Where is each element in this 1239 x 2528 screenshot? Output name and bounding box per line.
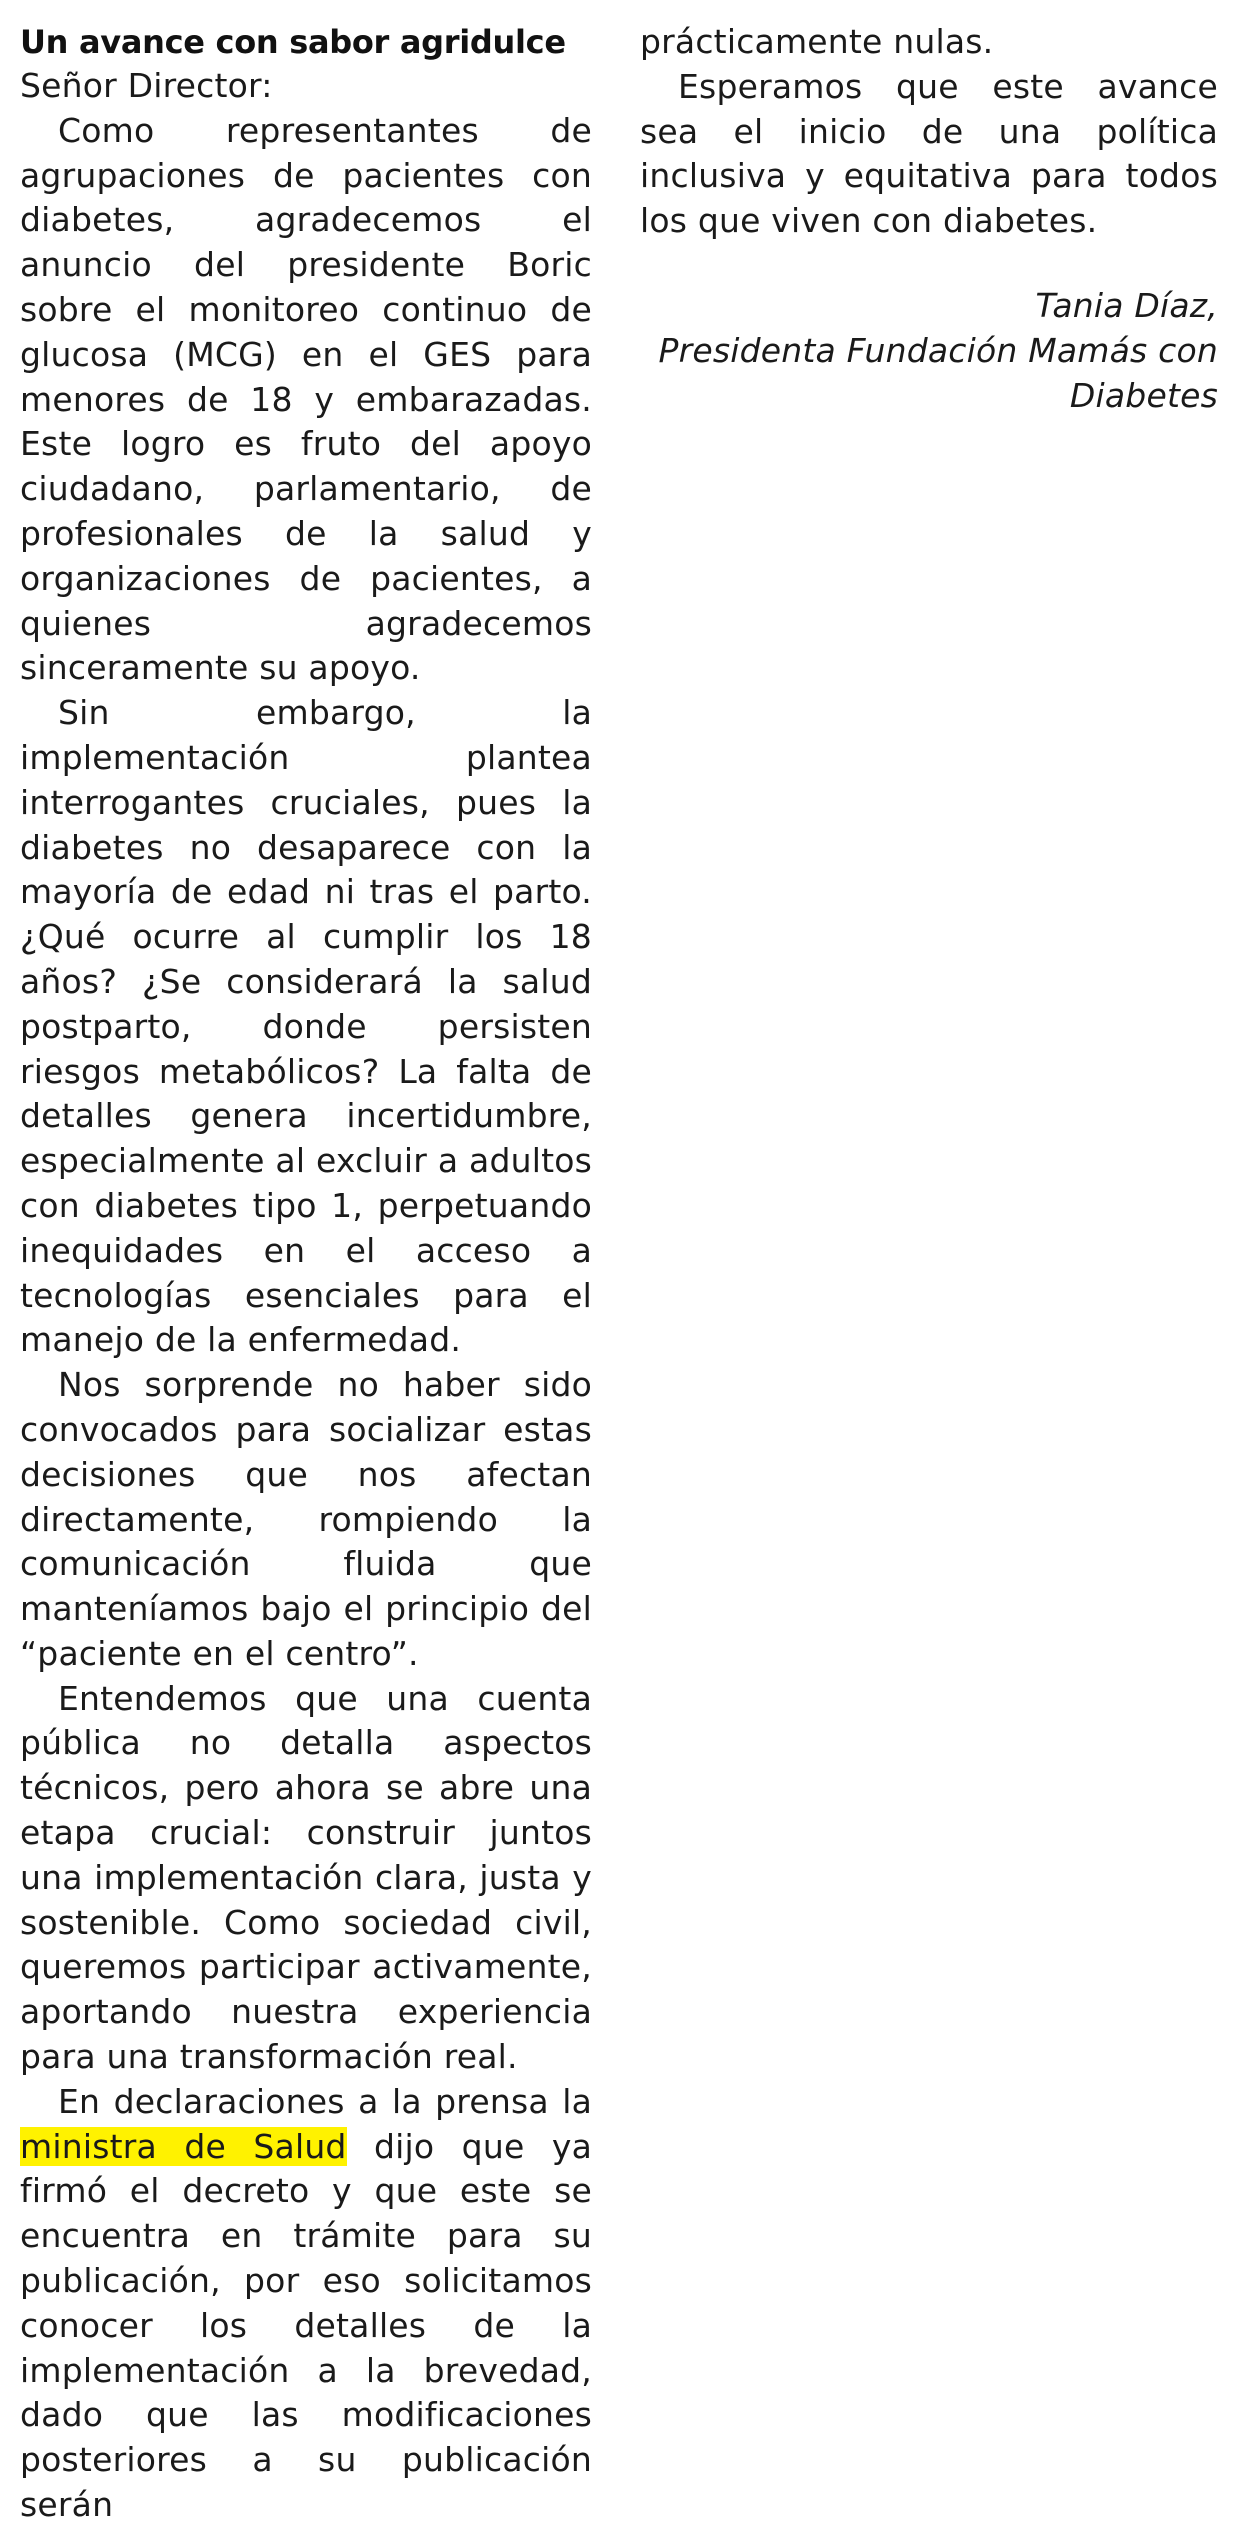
paragraph-5-start: En declaraciones a la prensa la (58, 2081, 592, 2121)
paragraph-5-continuation: prácticamente nulas. (640, 22, 994, 61)
right-column (640, 20, 1218, 418)
paragraph-4: Entendemos que una cuenta pública no detalla aspectos técnicos, pero ahora se abre una etapa crucial: construir juntos una implementación clara, justa y sostenible. Como sociedad civil, queremos participar activamente, aportando nuestra experiencia para una transformación real. (20, 1678, 592, 2077)
paragraph-5-rest: dijo que ya firmó el decreto y que este se encuentra en trámite para su publicación, por eso solicitamos conocer los detalles de la implementación a la brevedad, dado que las modificaciones posteriores a su publicación serán (20, 2126, 593, 2525)
signature-block (640, 284, 1218, 418)
article-title: Un avance con sabor agridulce (20, 23, 566, 61)
left-column (20, 20, 592, 2528)
closing-paragraph: Esperamos que este avance sea el inicio de una política inclusiva y equitativa para todos los que viven con diabetes. (640, 66, 1218, 241)
signature-role-line-2: Diabetes (1069, 375, 1218, 415)
paragraph-5 (20, 2080, 592, 2528)
highlighted-text: ministra de Salud (20, 2126, 347, 2166)
signature-name: Tania Díaz, (1035, 285, 1218, 325)
paragraph-1: Como representantes de agrupaciones de pacientes con diabetes, agradecemos el anuncio del presidente Boric sobre el monitoreo continuo de glucosa (MCG) en el GES para menores de 18 y embarazadas. Este logro es fruto del apoyo ciudadano, parlamentario, de profesionales de la salud y organizaciones de pacientes, a quienes agradecemos sinceramente su apoyo. (20, 110, 592, 688)
signature-role-line-1: Presidenta Fundación Mamás con (658, 330, 1218, 370)
paragraph-2: Sin embargo, la implementación plantea interrogantes cruciales, pues la diabetes no desaparece con la mayoría de edad ni tras el parto. ¿Qué ocurre al cumplir los 18 años? ¿Se considerará la salud postparto, donde persisten riesgos metabólicos? La falta de detalles genera incertidumbre, especialmente al excluir a adultos con diabetes tipo 1, perpetuando inequidades en el acceso a tecnologías esenciales para el manejo de la enfermedad. (20, 693, 592, 1360)
salutation: Señor Director: (20, 66, 273, 105)
paragraph-3: Nos sorprende no haber sido convocados para socializar estas decisiones que nos afectan directamente, rompiendo la comunicación fluida que manteníamos bajo el principio del “paciente en el centro”. (20, 1365, 592, 1673)
